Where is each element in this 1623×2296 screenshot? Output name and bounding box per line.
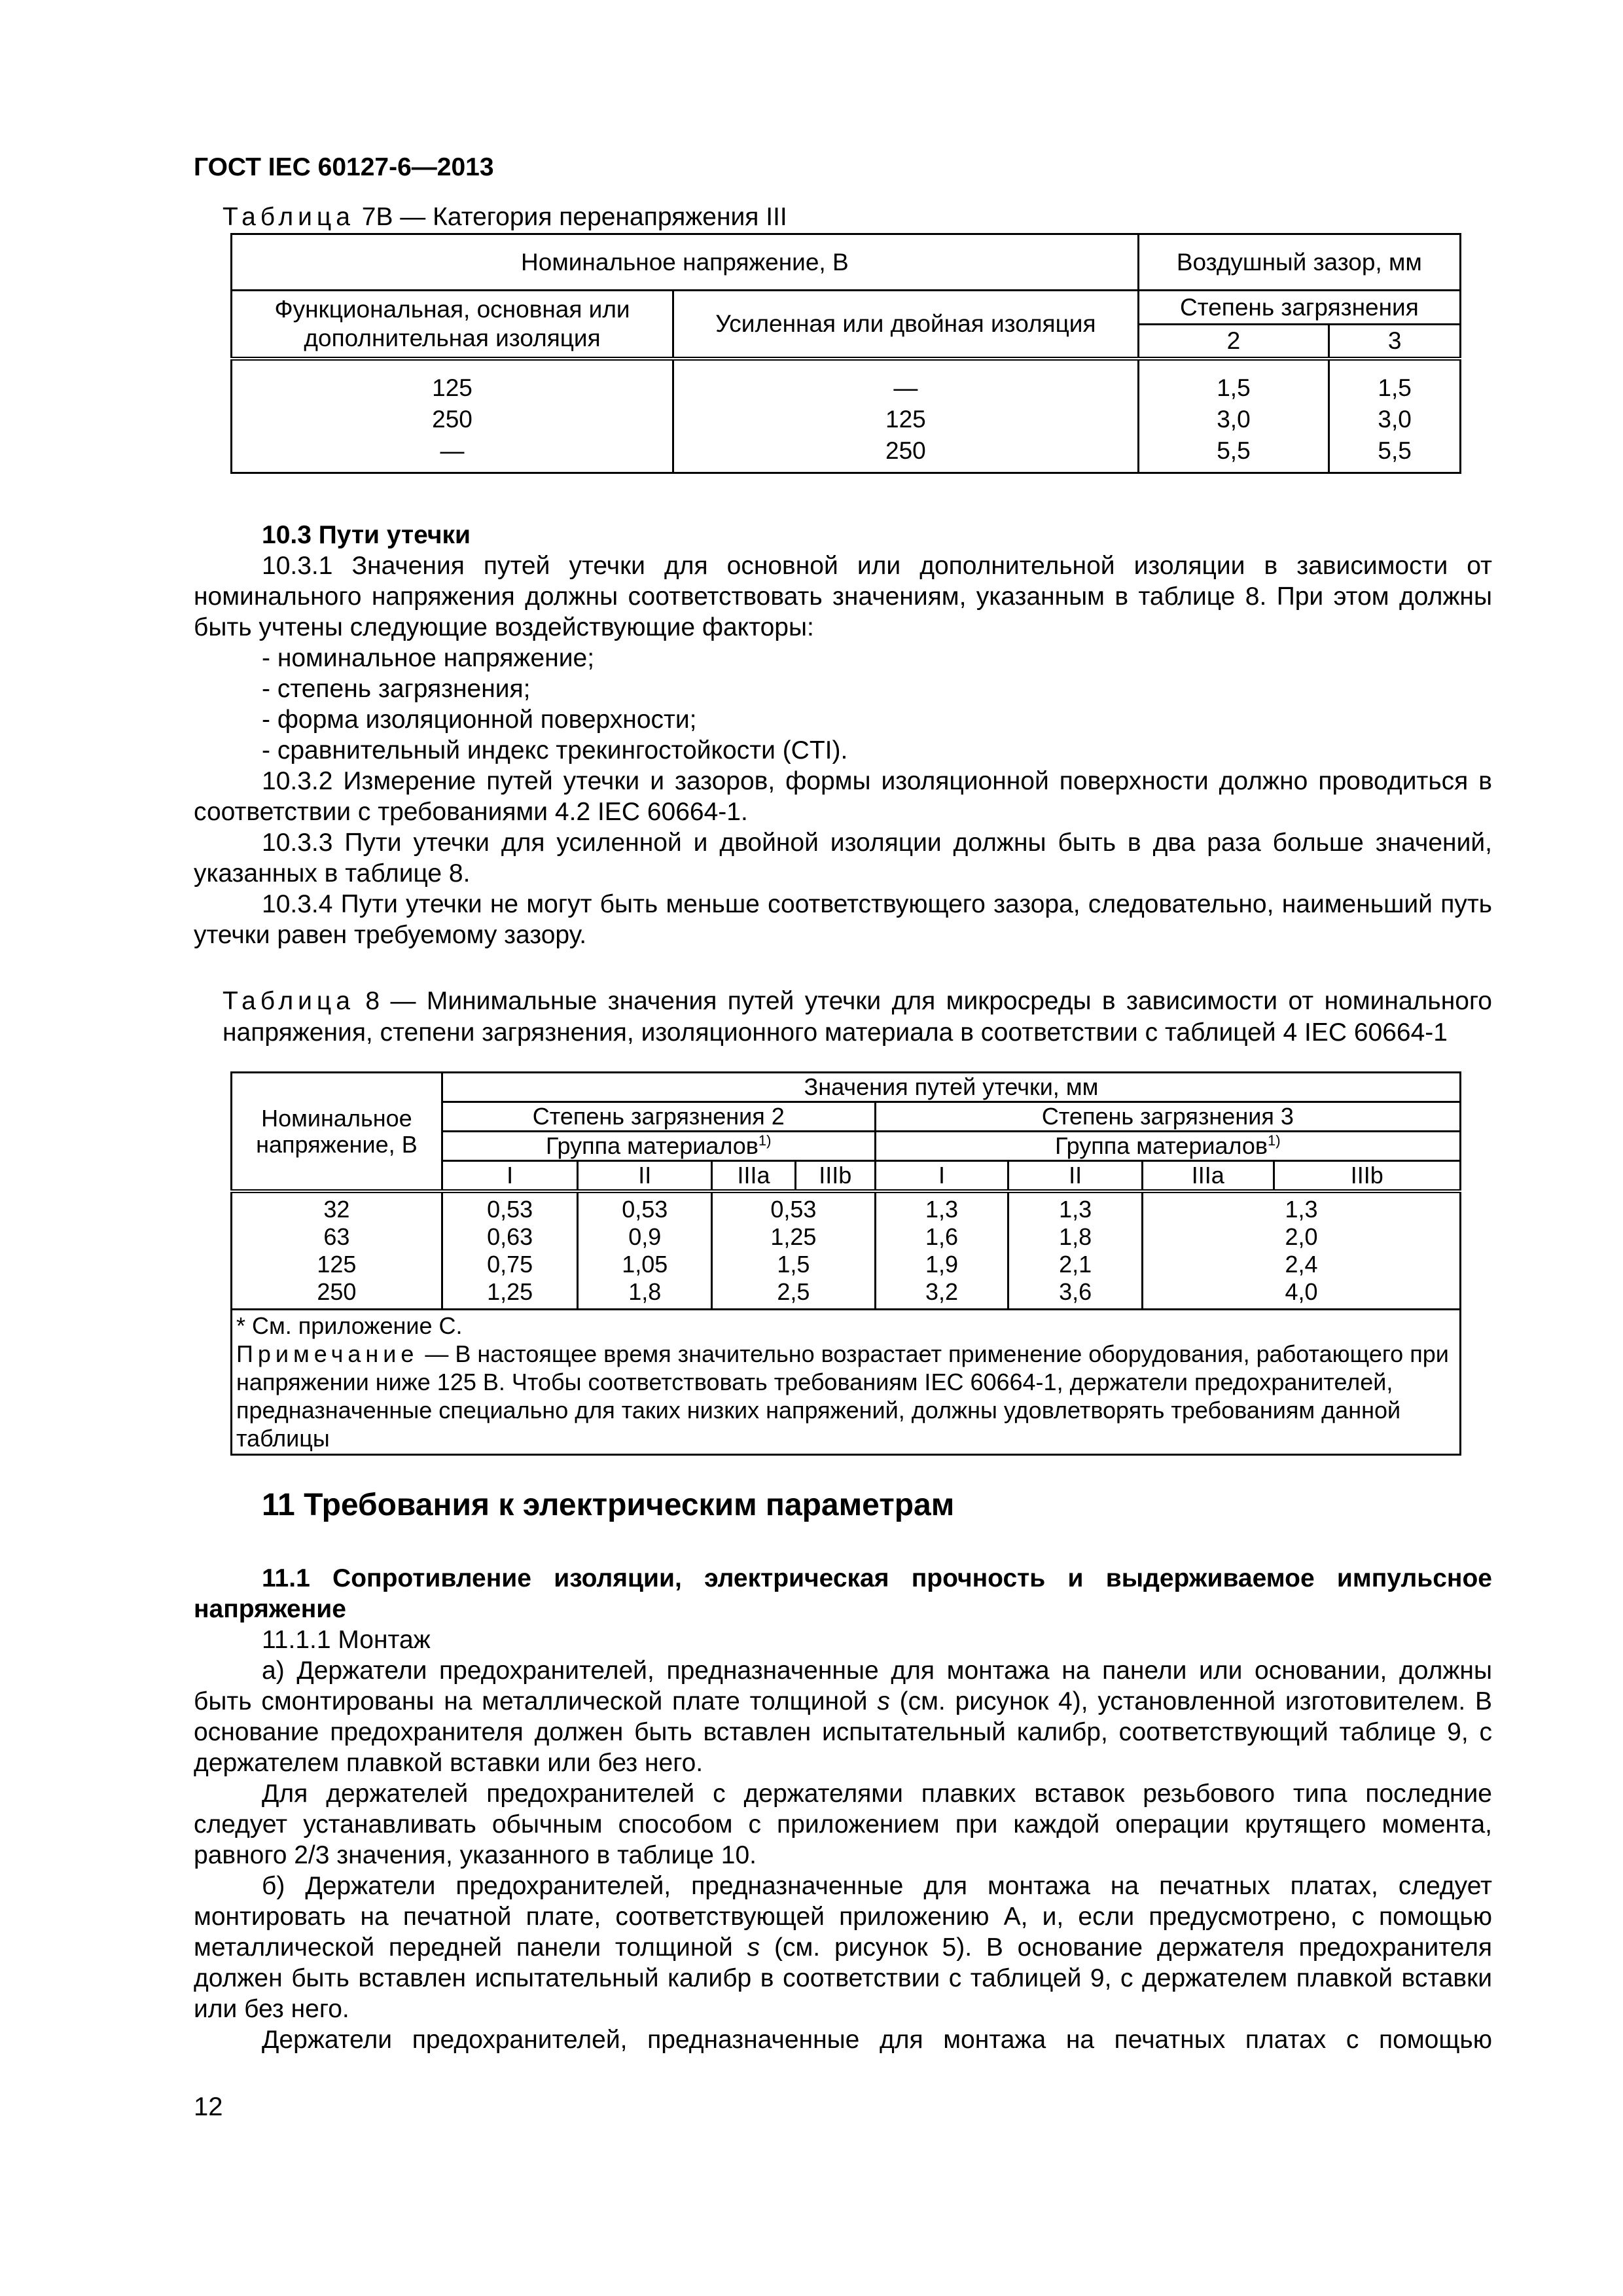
table-8-caption-text: 8 — Минимальные значения путей утечки для микросреды в зависимости от номинального напряжения, степени загрязнения, изоляционного материала в соответствии с таблицей 4 IEC 60664-1 bbox=[223, 987, 1492, 1047]
document-code: ГОСТ IEC 60127-6—2013 bbox=[194, 153, 494, 181]
table-8-note-text: — В настоящее время значительно возрастает применение оборудования, работающего при напряжении ниже 125 В. Чтобы соответствовать требованиям IEC 60664-1, держатели предохранителей, предназначенные специально для таких низких напряжений, должны удовлетворять требованиям данной таблицы bbox=[236, 1340, 1449, 1452]
paragraph-10-3-2: 10.3.2 Измерение путей утечки и зазоров, формы изоляционной поверхности должно проводиться в соответствии с требованиями 4.2 IEC 60664-1. bbox=[194, 767, 1492, 826]
table-8-footnote: * См. приложение С. bbox=[236, 1312, 463, 1339]
paragraph-11-1-1-a: а) Держатели предохранителей, предназначенные для монтажа на панели или основании, должны быть смонтированы на металлической плате толщиной s (см. рисунок 4), установленной изготовителем. В основание предохранителя должен быть вставлен испытательный калибр, соответствующий таблице 9, с держателем плавкой вставки или без него. bbox=[194, 1657, 1493, 1777]
section-11-1-1-title: 11.1.1 Монтаж bbox=[262, 1626, 431, 1654]
table-8-note-word: Примечание bbox=[236, 1340, 419, 1367]
table-8-caption bbox=[223, 986, 1492, 1049]
table-7b-header-functional: Функциональная, основная или дополнительная изоляция bbox=[232, 291, 673, 359]
table-7b-col-functional: 125 250 — bbox=[232, 359, 673, 473]
list-item: - номинальное напряжение; bbox=[262, 644, 595, 672]
section-10-3 bbox=[194, 520, 1492, 950]
table-8-header-material: IIIa bbox=[1142, 1161, 1274, 1192]
table-8-col-pd2-i: 0,53 0,63 0,75 1,25 bbox=[442, 1191, 578, 1310]
table-7b-col-p2: 1,5 3,0 5,5 bbox=[1138, 359, 1329, 473]
table-8-col-pd3-iii: 1,3 2,0 2,4 4,0 bbox=[1142, 1191, 1460, 1310]
section-10-3-title: 10.3 Пути утечки bbox=[262, 521, 471, 549]
section-11-1 bbox=[194, 1563, 1492, 2055]
table-8-col-pd2-ii: 0,53 0,9 1,05 1,8 bbox=[578, 1191, 712, 1310]
table-7b-header-p3: 3 bbox=[1329, 325, 1461, 359]
table-8-header-pd2: Степень загрязнения 2 bbox=[442, 1102, 875, 1132]
paragraph-10-3-1: 10.3.1 Значения путей утечки для основной или дополнительной изоляции в зависимости от номинального напряжения должны соответствовать значениям, указанным в таблице 8. При этом должны быть учтены следующие воздействующие факторы: bbox=[194, 552, 1492, 641]
list-item: - степень загрязнения; bbox=[262, 675, 531, 703]
table-8-header-material: I bbox=[442, 1161, 578, 1192]
table-7b bbox=[230, 233, 1461, 474]
table-7b-caption-word: Таблица bbox=[223, 203, 355, 231]
table-8-note bbox=[236, 1340, 1455, 1452]
list-item: - сравнительный индекс трекингостойкости (CTI). bbox=[262, 736, 848, 764]
table-8-caption-word: Таблица bbox=[223, 987, 355, 1015]
page-number: 12 bbox=[194, 2092, 223, 2121]
table-8-header-material: IIIa bbox=[712, 1161, 796, 1192]
table-7b-header-pollution: Степень загрязнения bbox=[1138, 291, 1460, 325]
table-8-header-nominal: Номинальное напряжение, В bbox=[232, 1073, 442, 1192]
table-7b-header-air-gap: Воздушный зазор, мм bbox=[1138, 234, 1460, 291]
table-7b-col-reinforced: — 125 250 bbox=[673, 359, 1139, 473]
table-8-col-pd2-iii: 0,53 1,25 1,5 2,5 bbox=[712, 1191, 876, 1310]
section-11-1-title: 11.1 Сопротивление изоляции, электрическая прочность и выдерживаемое импульсное напряжение bbox=[194, 1564, 1492, 1623]
table-7b-header-p2: 2 bbox=[1138, 325, 1329, 359]
table-8-col-pd3-i: 1,3 1,6 1,9 3,2 bbox=[875, 1191, 1008, 1310]
paragraph-10-3-4: 10.3.4 Пути утечки не могут быть меньше соответствующего зазора, следовательно, наименьший путь утечки равен требуемому зазору. bbox=[194, 890, 1492, 949]
table-8-header-material: II bbox=[578, 1161, 712, 1192]
table-8-col-pd3-ii: 1,3 1,8 2,1 3,6 bbox=[1008, 1191, 1143, 1310]
table-8-header-material: II bbox=[1008, 1161, 1143, 1192]
table-8 bbox=[230, 1071, 1461, 1456]
paragraph-10-3-3: 10.3.3 Пути утечки для усиленной и двойной изоляции должны быть в два раза больше значений, указанных в таблице 8. bbox=[194, 829, 1492, 888]
paragraph-11-1-1-b: б) Держатели предохранителей, предназначенные для монтажа на печатных платах, следует монтировать на печатной плате, соответствующей приложению А, и, если предусмотрено, с помощью металлической передней панели толщиной s (см. рисунок 5). В основание держателя предохранителя должен быть вставлен испытательный калибр в соответствии с таблицей 9, с держателем плавкой вставки или без него. bbox=[194, 1872, 1493, 2023]
table-row bbox=[232, 1191, 1461, 1310]
table-8-header-material: I bbox=[875, 1161, 1008, 1192]
table-8-header-group-pd3: Группа материалов$^{1)}$ bbox=[875, 1132, 1460, 1161]
table-7b-header-nominal: Номинальное напряжение, В bbox=[232, 234, 1139, 291]
paragraph-pcb-holders: Держатели предохранителей, предназначенные для монтажа на печатных платах с помощью bbox=[262, 2026, 1492, 2054]
table-8-header-material: IIIb bbox=[795, 1161, 875, 1192]
table-7b-caption bbox=[223, 202, 787, 232]
table-7b-col-p3: 1,5 3,0 5,5 bbox=[1329, 359, 1461, 473]
list-item: - форма изоляционной поверхности; bbox=[262, 706, 697, 734]
paragraph-threaded-holders: Для держателей предохранителей с держателями плавких вставок резьбового типа последние следует устанавливать обычным способом с приложением при каждой операции крутящего момента, равного 2/3 значения, указанного в таблице 10. bbox=[194, 1780, 1492, 1869]
table-8-col-voltage: 32 63 125 250 bbox=[232, 1191, 442, 1310]
table-7b-header-reinforced: Усиленная или двойная изоляция bbox=[673, 291, 1139, 359]
table-row bbox=[232, 359, 1461, 473]
table-7b-caption-text: 7В — Категория перенапряжения III bbox=[361, 203, 787, 231]
section-11-title: 11 Требования к электрическим параметрам bbox=[262, 1488, 955, 1522]
table-8-header-values: Значения путей утечки, мм bbox=[442, 1073, 1460, 1102]
table-8-notes bbox=[232, 1310, 1461, 1455]
table-8-header-material: IIIb bbox=[1274, 1161, 1460, 1192]
table-8-header-group-pd2: Группа материалов$^{1)}$ bbox=[442, 1132, 875, 1161]
table-8-header-pd3: Степень загрязнения 3 bbox=[875, 1102, 1460, 1132]
